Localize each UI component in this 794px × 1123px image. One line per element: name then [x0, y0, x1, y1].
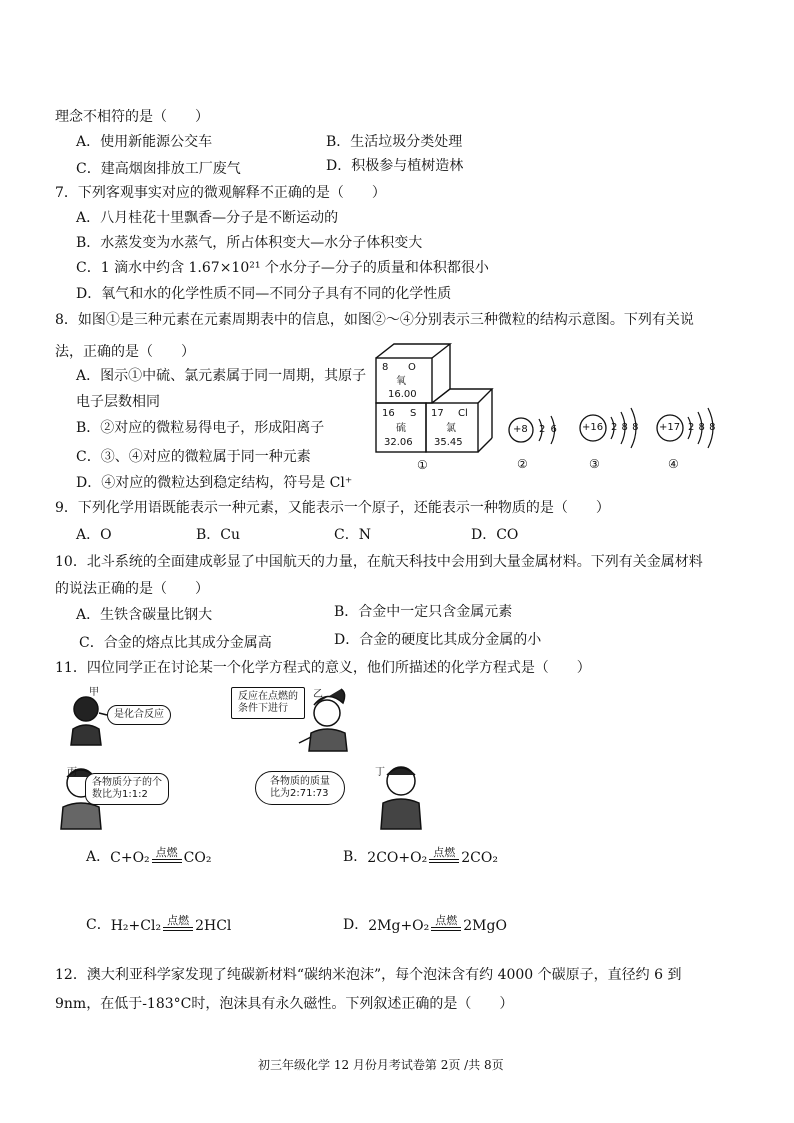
bubble-yi-line1: 反应在点燃的: [238, 691, 298, 702]
student-jia-label: 甲: [89, 687, 99, 698]
reaction-arrow: [152, 847, 182, 866]
q6-option-d: D．积极参与植树造林: [326, 158, 464, 174]
q7-stem: 7．下列客观事实对应的微观解释不正确的是（ ）: [55, 185, 386, 201]
bubble-bing-line2: 数比为1:1:2: [92, 789, 148, 800]
student-ding-label: 丁: [375, 767, 385, 778]
q8-option-a-cont: 电子层数相同: [76, 394, 160, 410]
q11-option-d: [343, 914, 507, 934]
q9-option-a: A．O: [76, 527, 112, 543]
atom-diagram-4: [652, 402, 732, 478]
q6-option-a: A．使用新能源公交车: [76, 134, 213, 150]
q7-option-d: D．氧气和水的化学性质不同—不同分子具有不同的化学性质: [76, 286, 452, 302]
atom-diagram-2: [505, 408, 575, 478]
chlorine-name: 氯: [446, 423, 456, 434]
bubble-ding-line2: 比为2:71:73: [270, 788, 329, 799]
oxygen-symbol: O: [408, 362, 416, 373]
q6-option-c: C．建高烟囱排放工厂废气: [76, 161, 241, 177]
q6-option-b: B．生活垃圾分类处理: [326, 134, 463, 150]
bubble-jia: [107, 705, 171, 725]
chlorine-mass: 35.45: [434, 437, 463, 448]
bubble-bing: [85, 773, 169, 805]
atom-3-shells: 2 8 8: [611, 422, 639, 433]
sulfur-symbol: S: [410, 408, 417, 419]
bubble-yi: [231, 687, 305, 719]
chlorine-symbol: Cl: [458, 408, 468, 419]
reaction-condition: 点燃: [155, 846, 178, 859]
q10-stem-line1: 10．北斗系统的全面建成彰显了中国航天的力量，在航天科技中会用到大量金属材料。下列有关金属材料: [55, 554, 703, 570]
q10-option-a: A．生铁含碳量比钢大: [76, 607, 213, 623]
q6-stem-tail: 理念不相符的是（ ）: [55, 109, 209, 125]
oxygen-number: 8: [382, 362, 389, 373]
q11-option-a-reactants: C+O₂: [110, 850, 150, 866]
q10-option-b: B．合金中一定只含金属元素: [334, 604, 513, 620]
q11-option-c: [86, 914, 231, 934]
q11-option-a-products: CO₂: [183, 850, 212, 866]
q9-option-c: C．N: [334, 527, 371, 543]
q10-stem-line2: 的说法正确的是（ ）: [55, 581, 209, 597]
q7-option-c: C．1 滴水中约含 1.67×10²¹ 个水分子—分子的质量和体积都很小: [76, 260, 489, 276]
atom-2-shells: 2 6: [539, 424, 557, 435]
bubble-yi-line2: 条件下进行: [238, 703, 288, 714]
bubble-bing-line1: 各物质分子的个: [92, 777, 162, 788]
q10-option-c: C．合金的熔点比其成分金属高: [79, 635, 272, 651]
reaction-condition: 点燃: [167, 914, 190, 927]
student-yi-label: 乙: [313, 689, 323, 700]
sulfur-number: 16: [382, 408, 395, 419]
q11-option-a: [86, 846, 211, 866]
sulfur-name: 硫: [396, 423, 406, 434]
q11-option-d-label: D．: [343, 917, 369, 933]
figure-label-4: ④: [668, 457, 679, 471]
q8-option-a: A．图示①中硫、氯元素属于同一周期，其原子: [76, 368, 367, 384]
q11-option-d-products: 2MgO: [463, 918, 507, 934]
atom-2-nucleus: +8: [513, 424, 528, 435]
reaction-condition: 点燃: [435, 914, 458, 927]
discussion-illustration: [55, 683, 425, 838]
atom-diagram-3: [575, 402, 655, 478]
oxygen-mass: 16.00: [388, 389, 417, 400]
q11-option-b-reactants: 2CO+O₂: [367, 850, 428, 866]
reaction-arrow: [431, 915, 461, 934]
sulfur-mass: 32.06: [384, 437, 413, 448]
q7-option-b: B．水蒸发变为水蒸气，所占体积变大—水分子体积变大: [76, 235, 423, 251]
q11-option-b-products: 2CO₂: [461, 850, 498, 866]
bubble-ding-line1: 各物质的质量: [270, 776, 330, 787]
q12-line2: 9nm，在低于-183°C时，泡沫具有永久磁性。下列叙述正确的是（ ）: [55, 996, 514, 1012]
q8-option-d: D．④对应的微粒达到稳定结构，符号是 Cl⁺: [76, 475, 353, 491]
oxygen-name: 氧: [396, 376, 406, 387]
q10-option-d: D．合金的硬度比其成分金属的小: [334, 632, 542, 648]
q9-option-b: B．Cu: [196, 527, 241, 543]
q11-stem: 11．四位同学正在讨论某一个化学方程式的意义，他们所描述的化学方程式是（ ）: [55, 660, 591, 676]
q9-option-d: D．CO: [471, 527, 519, 543]
q12-line1: 12．澳大利亚科学家发现了纯碳新材料“碳纳米泡沫”，每个泡沫含有约 4000 个碳原子，直径约 6 到: [55, 967, 682, 983]
q8-stem-line2: 法，正确的是（ ）: [55, 344, 195, 360]
student-bing-label: 丙: [67, 767, 77, 778]
atom-3-nucleus: +16: [582, 422, 604, 433]
bubble-jia-text: 是化合反应: [114, 709, 164, 720]
chlorine-number: 17: [431, 408, 444, 419]
reaction-arrow: [429, 847, 459, 866]
figure-label-1: ①: [417, 458, 428, 472]
atom-4-nucleus: +17: [659, 422, 681, 433]
q11-option-b: [343, 846, 498, 866]
atom-4-shells: 2 8 8: [688, 422, 716, 433]
q11-option-a-label: A．: [86, 849, 111, 865]
figure-label-3: ③: [589, 457, 600, 471]
q11-option-d-reactants: 2Mg+O₂: [368, 918, 430, 934]
q8-option-c: C．③、④对应的微粒属于同一种元素: [76, 449, 311, 465]
q7-option-a: A．八月桂花十里飘香—分子是不断运动的: [76, 210, 339, 226]
periodic-table-figure: [370, 340, 500, 475]
page-footer: 初三年级化学 12 月份月考试卷第 2页 /共 8页: [258, 1058, 504, 1072]
reaction-arrow: [163, 915, 193, 934]
q11-option-b-label: B．: [343, 849, 368, 865]
bubble-ding: [255, 771, 345, 805]
reaction-condition: 点燃: [433, 846, 456, 859]
q11-option-c-products: 2HCl: [195, 918, 232, 934]
q8-option-b: B．②对应的微粒易得电子，形成阳离子: [76, 420, 325, 436]
q9-stem: 9．下列化学用语既能表示一种元素，又能表示一个原子，还能表示一种物质的是（ ）: [55, 500, 610, 516]
q11-option-c-label: C．: [86, 917, 111, 933]
q11-option-c-reactants: H₂+Cl₂: [110, 918, 162, 934]
q8-stem-line1: 8．如图①是三种元素在元素周期表中的信息，如图②～④分别表示三种微粒的结构示意图。下列有关说: [55, 312, 694, 328]
figure-label-2: ②: [517, 457, 528, 471]
